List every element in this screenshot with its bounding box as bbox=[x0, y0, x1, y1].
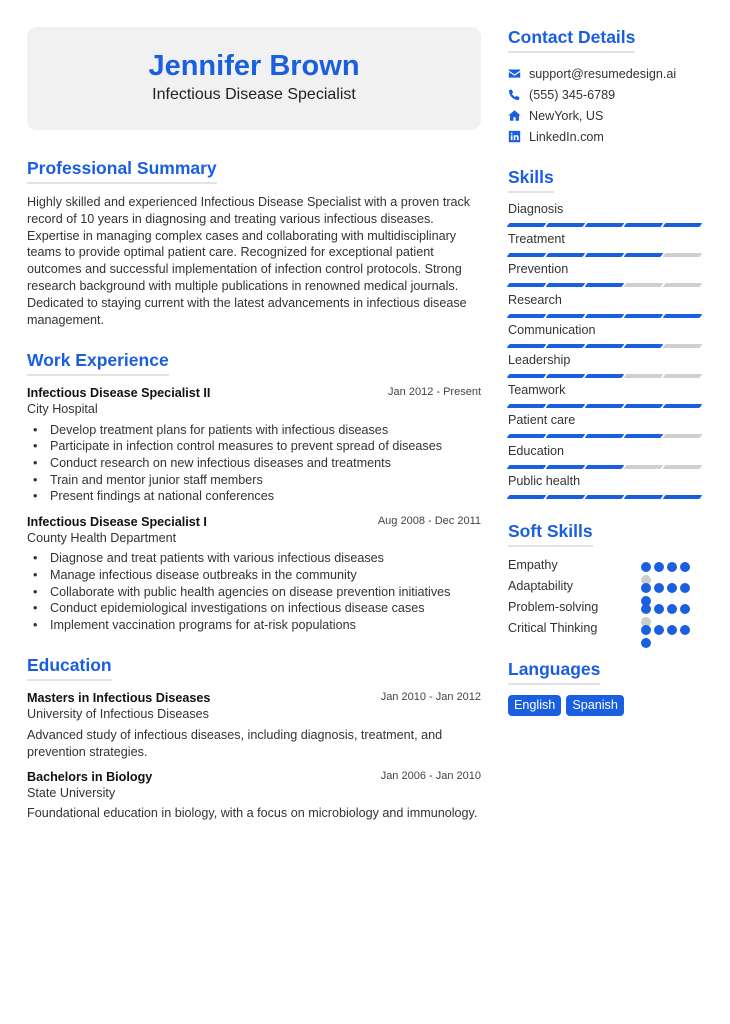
skill-item bbox=[508, 382, 704, 412]
skill-label: Patient care bbox=[508, 413, 576, 428]
work-heading: Work Experience bbox=[27, 350, 169, 376]
degree: Bachelors in Biology bbox=[27, 769, 153, 784]
rating-dot bbox=[654, 604, 664, 614]
skill-segment bbox=[585, 344, 625, 348]
rating-dot bbox=[641, 625, 651, 635]
skill-segment bbox=[585, 223, 625, 227]
skill-segment bbox=[507, 314, 547, 318]
skill-item bbox=[508, 443, 704, 473]
soft-skill-label: Empathy bbox=[508, 558, 558, 573]
rating-dot bbox=[641, 638, 651, 648]
skill-level-bar bbox=[508, 495, 704, 504]
job-org: City Hospital bbox=[27, 402, 98, 417]
skill-segment bbox=[546, 314, 586, 318]
skill-label: Leadership bbox=[508, 352, 571, 367]
rating-dot bbox=[667, 604, 677, 614]
skill-segment bbox=[624, 253, 664, 257]
skill-segment bbox=[585, 283, 625, 287]
soft-skill-rating bbox=[641, 562, 693, 572]
soft-skill-rating bbox=[641, 583, 693, 593]
bullet: • Present findings at national conferences bbox=[33, 488, 481, 505]
skill-segment bbox=[663, 283, 703, 287]
skill-segment bbox=[585, 465, 625, 469]
soft-skills-heading: Soft Skills bbox=[508, 521, 593, 547]
skill-segment bbox=[624, 404, 664, 408]
skill-segment bbox=[663, 374, 703, 378]
skill-segment bbox=[546, 465, 586, 469]
degree: Masters in Infectious Diseases bbox=[27, 691, 211, 706]
job-title: Infectious Disease Specialist II bbox=[27, 386, 211, 401]
skill-segment bbox=[546, 374, 586, 378]
soft-skill-label: Critical Thinking bbox=[508, 621, 598, 636]
skill-segment bbox=[585, 404, 625, 408]
skill-segment bbox=[624, 465, 664, 469]
skill-segment bbox=[624, 344, 664, 348]
soft-skills-section bbox=[508, 521, 704, 639]
bullet: • Manage infectious disease outbreaks in the community bbox=[33, 567, 481, 584]
bullet: • Conduct research on new infectious diseases and treatments bbox=[33, 455, 481, 472]
skill-segment bbox=[585, 314, 625, 318]
skill-segment bbox=[585, 253, 625, 257]
skill-label: Education bbox=[508, 443, 565, 458]
skill-item bbox=[508, 292, 704, 322]
contact-phone[interactable] bbox=[508, 84, 704, 105]
skill-segment bbox=[507, 223, 547, 227]
skill-segment bbox=[663, 223, 703, 227]
job-dates: Aug 2008 - Dec 2011 bbox=[377, 514, 481, 527]
skill-segment bbox=[546, 434, 586, 438]
education-description: Advanced study of infectious diseases, including diagnosis, treatment, and prevention strategies. bbox=[27, 727, 443, 759]
rating-dot bbox=[667, 625, 677, 635]
contact-heading: Contact Details bbox=[508, 27, 635, 53]
summary-heading: Professional Summary bbox=[27, 158, 217, 184]
job-title: Infectious Disease Specialist I bbox=[27, 514, 207, 529]
rating-dot bbox=[680, 583, 690, 593]
skill-segment bbox=[507, 253, 547, 257]
bullet: • Train and mentor junior staff members bbox=[33, 472, 481, 489]
skill-segment bbox=[507, 344, 547, 348]
soft-skill-item bbox=[508, 618, 704, 639]
contact-linkedin[interactable] bbox=[508, 126, 704, 147]
job-bullets bbox=[33, 550, 481, 633]
contact-location bbox=[508, 105, 704, 126]
rating-dot bbox=[654, 583, 664, 593]
home-icon bbox=[508, 109, 521, 122]
contact-text: NewYork, US bbox=[529, 108, 604, 123]
envelope-icon bbox=[508, 67, 521, 80]
education-section bbox=[27, 655, 481, 822]
education-entry bbox=[27, 769, 481, 823]
skill-item bbox=[508, 261, 704, 291]
contact-text: (555) 345-6789 bbox=[529, 87, 616, 102]
skills-section bbox=[508, 167, 704, 503]
skill-segment bbox=[663, 434, 703, 438]
candidate-title: Infectious Disease Specialist bbox=[152, 86, 356, 103]
skill-segment bbox=[546, 283, 586, 287]
rating-dot bbox=[667, 562, 677, 572]
skill-item bbox=[508, 473, 704, 503]
skills-heading: Skills bbox=[508, 167, 554, 193]
contact-section bbox=[508, 27, 704, 147]
bullet: • Implement vaccination programs for at-risk populations bbox=[33, 617, 481, 634]
rating-dot bbox=[641, 604, 651, 614]
skill-segment bbox=[585, 434, 625, 438]
skill-label: Prevention bbox=[508, 262, 569, 277]
soft-skill-rating bbox=[641, 625, 693, 635]
skill-segment bbox=[546, 495, 586, 499]
skill-segment bbox=[624, 434, 664, 438]
skill-segment bbox=[507, 434, 547, 438]
contact-email[interactable] bbox=[508, 63, 704, 84]
work-section bbox=[27, 350, 481, 633]
languages-section bbox=[508, 659, 704, 716]
summary-text: Highly skilled and experienced Infectious Disease Specialist with a proven track record of 10 years in diagnosing and treating various infectious diseases. Expertise in managing complex cases and collaborating with multidisciplinary teams to provide optimal patient care. Recognized for exceptional patient outcomes and successful implementation of infection control protocols. Strong research background with multiple publications in renowned medical journals. Dedicated to staying current with the latest advancements in infectious disease management. bbox=[27, 195, 471, 327]
soft-skill-item bbox=[508, 576, 704, 597]
bullet: • Participate in infection control measures to prevent spread of diseases bbox=[33, 438, 481, 455]
skill-segment bbox=[663, 495, 703, 499]
rating-dot bbox=[654, 625, 664, 635]
job-entry bbox=[27, 385, 481, 504]
skill-segment bbox=[546, 253, 586, 257]
rating-dot bbox=[667, 583, 677, 593]
education-dates: Jan 2006 - Jan 2010 bbox=[380, 769, 481, 782]
sidebar bbox=[508, 27, 704, 716]
soft-skill-label: Adaptability bbox=[508, 579, 574, 594]
bullet: • Diagnose and treat patients with various infectious diseases bbox=[33, 550, 481, 567]
skill-label: Teamwork bbox=[508, 383, 566, 398]
skill-segment bbox=[507, 404, 547, 408]
skill-item bbox=[508, 352, 704, 382]
skill-segment bbox=[507, 495, 547, 499]
skill-label: Treatment bbox=[508, 232, 565, 247]
language-badge: English bbox=[508, 695, 561, 716]
skill-segment bbox=[546, 404, 586, 408]
skill-segment bbox=[663, 465, 703, 469]
skill-segment bbox=[624, 283, 664, 287]
skill-segment bbox=[546, 223, 586, 227]
skill-segment bbox=[624, 223, 664, 227]
bullet: • Develop treatment plans for patients with infectious diseases bbox=[33, 422, 481, 439]
skill-label: Communication bbox=[508, 322, 596, 337]
job-bullets bbox=[33, 422, 481, 505]
resume-header bbox=[27, 27, 481, 130]
rating-dot bbox=[680, 604, 690, 614]
soft-skill-label: Problem-solving bbox=[508, 600, 599, 615]
rating-dot bbox=[680, 625, 690, 635]
education-description: Foundational education in biology, with a focus on microbiology and immunology. bbox=[27, 806, 478, 821]
bullet: • Conduct epidemiological investigations on infectious disease cases bbox=[33, 600, 481, 617]
rating-dot bbox=[654, 562, 664, 572]
soft-skill-rating bbox=[641, 604, 693, 614]
skill-label: Research bbox=[508, 292, 562, 307]
rating-dot bbox=[680, 562, 690, 572]
skill-segment bbox=[624, 495, 664, 499]
phone-icon bbox=[508, 88, 521, 101]
language-badge: Spanish bbox=[566, 695, 624, 716]
languages-heading: Languages bbox=[508, 659, 600, 685]
summary-section bbox=[27, 158, 481, 328]
skill-segment bbox=[624, 314, 664, 318]
job-entry bbox=[27, 514, 481, 633]
skill-segment bbox=[585, 495, 625, 499]
job-dates: Jan 2012 - Present bbox=[388, 386, 481, 399]
bullet: • Collaborate with public health agencies on disease prevention initiatives bbox=[33, 584, 481, 601]
skill-item bbox=[508, 412, 704, 442]
skill-segment bbox=[507, 465, 547, 469]
skill-segment bbox=[663, 344, 703, 348]
skill-segment bbox=[624, 374, 664, 378]
school: University of Infectious Diseases bbox=[27, 707, 209, 722]
rating-dot bbox=[641, 583, 651, 593]
candidate-name: Jennifer Brown bbox=[148, 50, 360, 82]
education-heading: Education bbox=[27, 655, 112, 681]
soft-skill-item bbox=[508, 597, 704, 618]
skill-segment bbox=[663, 253, 703, 257]
contact-text: support@resumedesign.ai bbox=[529, 66, 677, 81]
skill-segment bbox=[663, 404, 703, 408]
contact-text: LinkedIn.com bbox=[529, 129, 604, 144]
main-column bbox=[27, 27, 481, 822]
skill-segment bbox=[546, 344, 586, 348]
education-dates: Jan 2010 - Jan 2012 bbox=[380, 691, 481, 704]
soft-skill-item bbox=[508, 555, 704, 576]
skill-item bbox=[508, 201, 704, 231]
skill-segment bbox=[663, 314, 703, 318]
job-org: County Health Department bbox=[27, 530, 177, 545]
skill-segment bbox=[585, 374, 625, 378]
linkedin-icon bbox=[508, 130, 521, 143]
skill-segment bbox=[507, 283, 547, 287]
skill-label: Public health bbox=[508, 473, 581, 488]
rating-dot bbox=[641, 562, 651, 572]
skill-segment bbox=[507, 374, 547, 378]
education-entry bbox=[27, 690, 481, 761]
skill-item bbox=[508, 231, 704, 261]
skill-item bbox=[508, 322, 704, 352]
school: State University bbox=[27, 785, 116, 800]
skill-label: Diagnosis bbox=[508, 202, 564, 216]
